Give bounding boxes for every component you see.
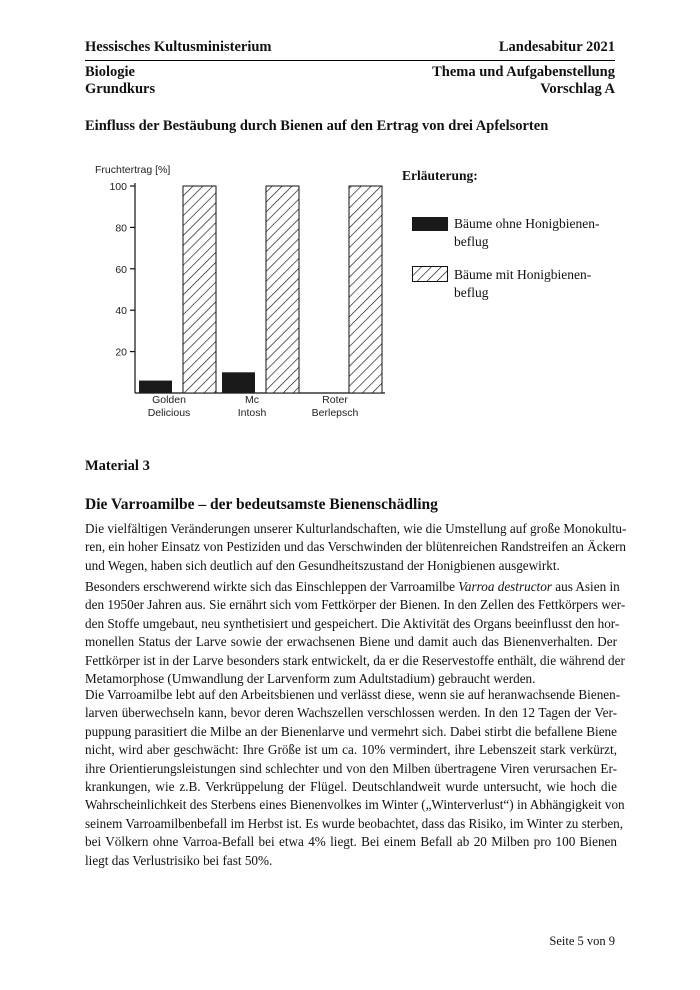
- x-category-label: Delicious: [147, 407, 191, 419]
- p2-line: monellen Status der Larve sowie der erwachsenen Biene und damit auch das Bienenverhalten. Der: [85, 634, 617, 650]
- bar-with-bees: [183, 186, 216, 393]
- material-label: Material 3: [85, 458, 150, 474]
- species-name: Varroa destructor: [458, 579, 552, 594]
- p2-line: den Stoffe umgebaut, neu synthetisiert und gespeichert. Die Aktivität des Organs beeinflusst den hor-: [85, 615, 620, 631]
- y-tick-label: 20: [115, 346, 127, 359]
- p3-line: nicht, wird aber geschwächt: Ihre Größe ist um ca. 10% vermindert, ihre Lebenszeit stark verkürzt,: [85, 742, 617, 758]
- header-rule: [85, 60, 615, 61]
- legend-label-without: [454, 215, 599, 251]
- legend-swatch-without: [412, 217, 448, 231]
- paragraph-1: [85, 520, 627, 575]
- x-category-label: Intosh: [237, 407, 267, 419]
- p3-line: liegt das Verlustrisiko bei fast 50%.: [85, 852, 273, 868]
- p1-line: ren, ein hoher Einsatz von Pestiziden und das Verschwinden der blütenreichen Randstreifen an Äckern: [85, 539, 627, 555]
- x-category-label: Roter: [322, 394, 348, 406]
- legend-label-with-line1: Bäume mit Honigbienen-: [454, 267, 592, 282]
- header-proposal: Vorschlag A: [540, 81, 615, 97]
- figure-title: Einfluss der Bestäubung durch Bienen auf den Ertrag von drei Apfelsorten: [85, 118, 549, 134]
- bar-without-bees: [222, 372, 255, 393]
- y-axis-label: Fruchtertrag [%]: [95, 164, 171, 176]
- p1-line: Die vielfältigen Veränderungen unserer Kulturlandschaften, wie die Umstellung auf große Monokultu-: [85, 521, 627, 536]
- legend-label-with: [454, 266, 591, 302]
- bar-without-bees: [139, 381, 172, 393]
- p2-text: aus Asien in: [551, 579, 620, 594]
- p2-line: Fettkörper ist in der Larve besonders stark entwickelt, da er die Reservestoffe enthält, die während der: [85, 652, 625, 668]
- p3-line: bei Völkern ohne Varroa-Befall bei etwa 4% liegt. Bei einem Befall ab 20 Milben pro 100 Bienen: [85, 834, 617, 850]
- x-category-label: Berlepsch: [311, 407, 359, 419]
- bar-with-bees: [266, 186, 299, 393]
- bar-with-bees: [349, 186, 382, 393]
- page-number: Seite 5 von 9: [549, 934, 615, 948]
- p3-line: Wahrscheinlichkeit des Sterbens eines Bienenvolkes im Winter („Winterverlust“) in Abhängigkeit von: [85, 797, 625, 813]
- x-category-label: Golden: [152, 394, 186, 406]
- paragraph-3: [85, 686, 625, 870]
- header-ministry: Hessisches Kultusministerium: [85, 39, 272, 55]
- bar-chart: [85, 155, 405, 425]
- legend-swatch-with: [412, 266, 448, 282]
- x-category-label: Mc: [245, 394, 259, 406]
- p1-line: und Wegen, haben sich deutlich auf den Gesundheitszustand der Honigbienen ausgewirkt.: [85, 557, 560, 573]
- header-exam: Landesabitur 2021: [498, 39, 615, 55]
- y-tick-label: 80: [115, 222, 127, 235]
- material-heading: Die Varroamilbe – der bedeutsamste Bienenschädling: [85, 496, 438, 513]
- p3-line: krankungen, wie z.B. Verkrüppelung der Flügel. Deutschlandweit wurde untersucht, wie hoch die: [85, 779, 617, 795]
- header-subject: Biologie: [85, 64, 135, 80]
- p3-line: puppung parasitiert die Milbe an der Bienenlarve und vermehrt sich. Dabei stirbt die befallene Biene: [85, 723, 617, 739]
- paragraph-2: [85, 578, 626, 688]
- legend-title: Erläuterung:: [402, 168, 478, 183]
- p3-line: Die Varroamilbe lebt auf den Arbeitsbienen und verlässt diese, wenn sie auf heranwachsende Bienen-: [85, 687, 621, 702]
- header-course: Grundkurs: [85, 81, 156, 97]
- p3-line: ihre Orientierungsleistungen sind schlechter und von den Milben übertragene Viren verursachen Er-: [85, 760, 617, 776]
- p2-line-first: [85, 578, 620, 596]
- y-tick-label: 100: [109, 181, 127, 193]
- y-tick-label: 40: [115, 305, 127, 318]
- p2-text: Besonders erschwerend wirkte sich das Einschleppen der Varroamilbe: [85, 579, 459, 594]
- p3-line: seinem Varroamilbenbefall im Herbst ist. Es wurde beobachtet, dass das Risiko, im Winter zu sterben,: [85, 815, 624, 831]
- p3-line: larven überwechseln kann, bevor deren Wachszellen verschlossen werden. In den 12 Tagen der Ver-: [85, 705, 617, 721]
- p2-line: Metamorphose (Umwandlung der Larvenform zum Adultstadium) gebraucht werden.: [85, 671, 536, 687]
- legend-label-without-line2: beflug: [454, 234, 489, 249]
- y-tick-label: 60: [115, 263, 127, 276]
- p2-line: den 1950er Jahren aus. Sie ernährt sich vom Fettkörper der Bienen. In den Zellen des Fettkörpers wer-: [85, 597, 626, 613]
- header-topic: Thema und Aufgabenstellung: [432, 64, 615, 80]
- legend-label-without-line1: Bäume ohne Honigbienen-: [454, 216, 600, 231]
- legend-label-with-line2: beflug: [454, 285, 489, 300]
